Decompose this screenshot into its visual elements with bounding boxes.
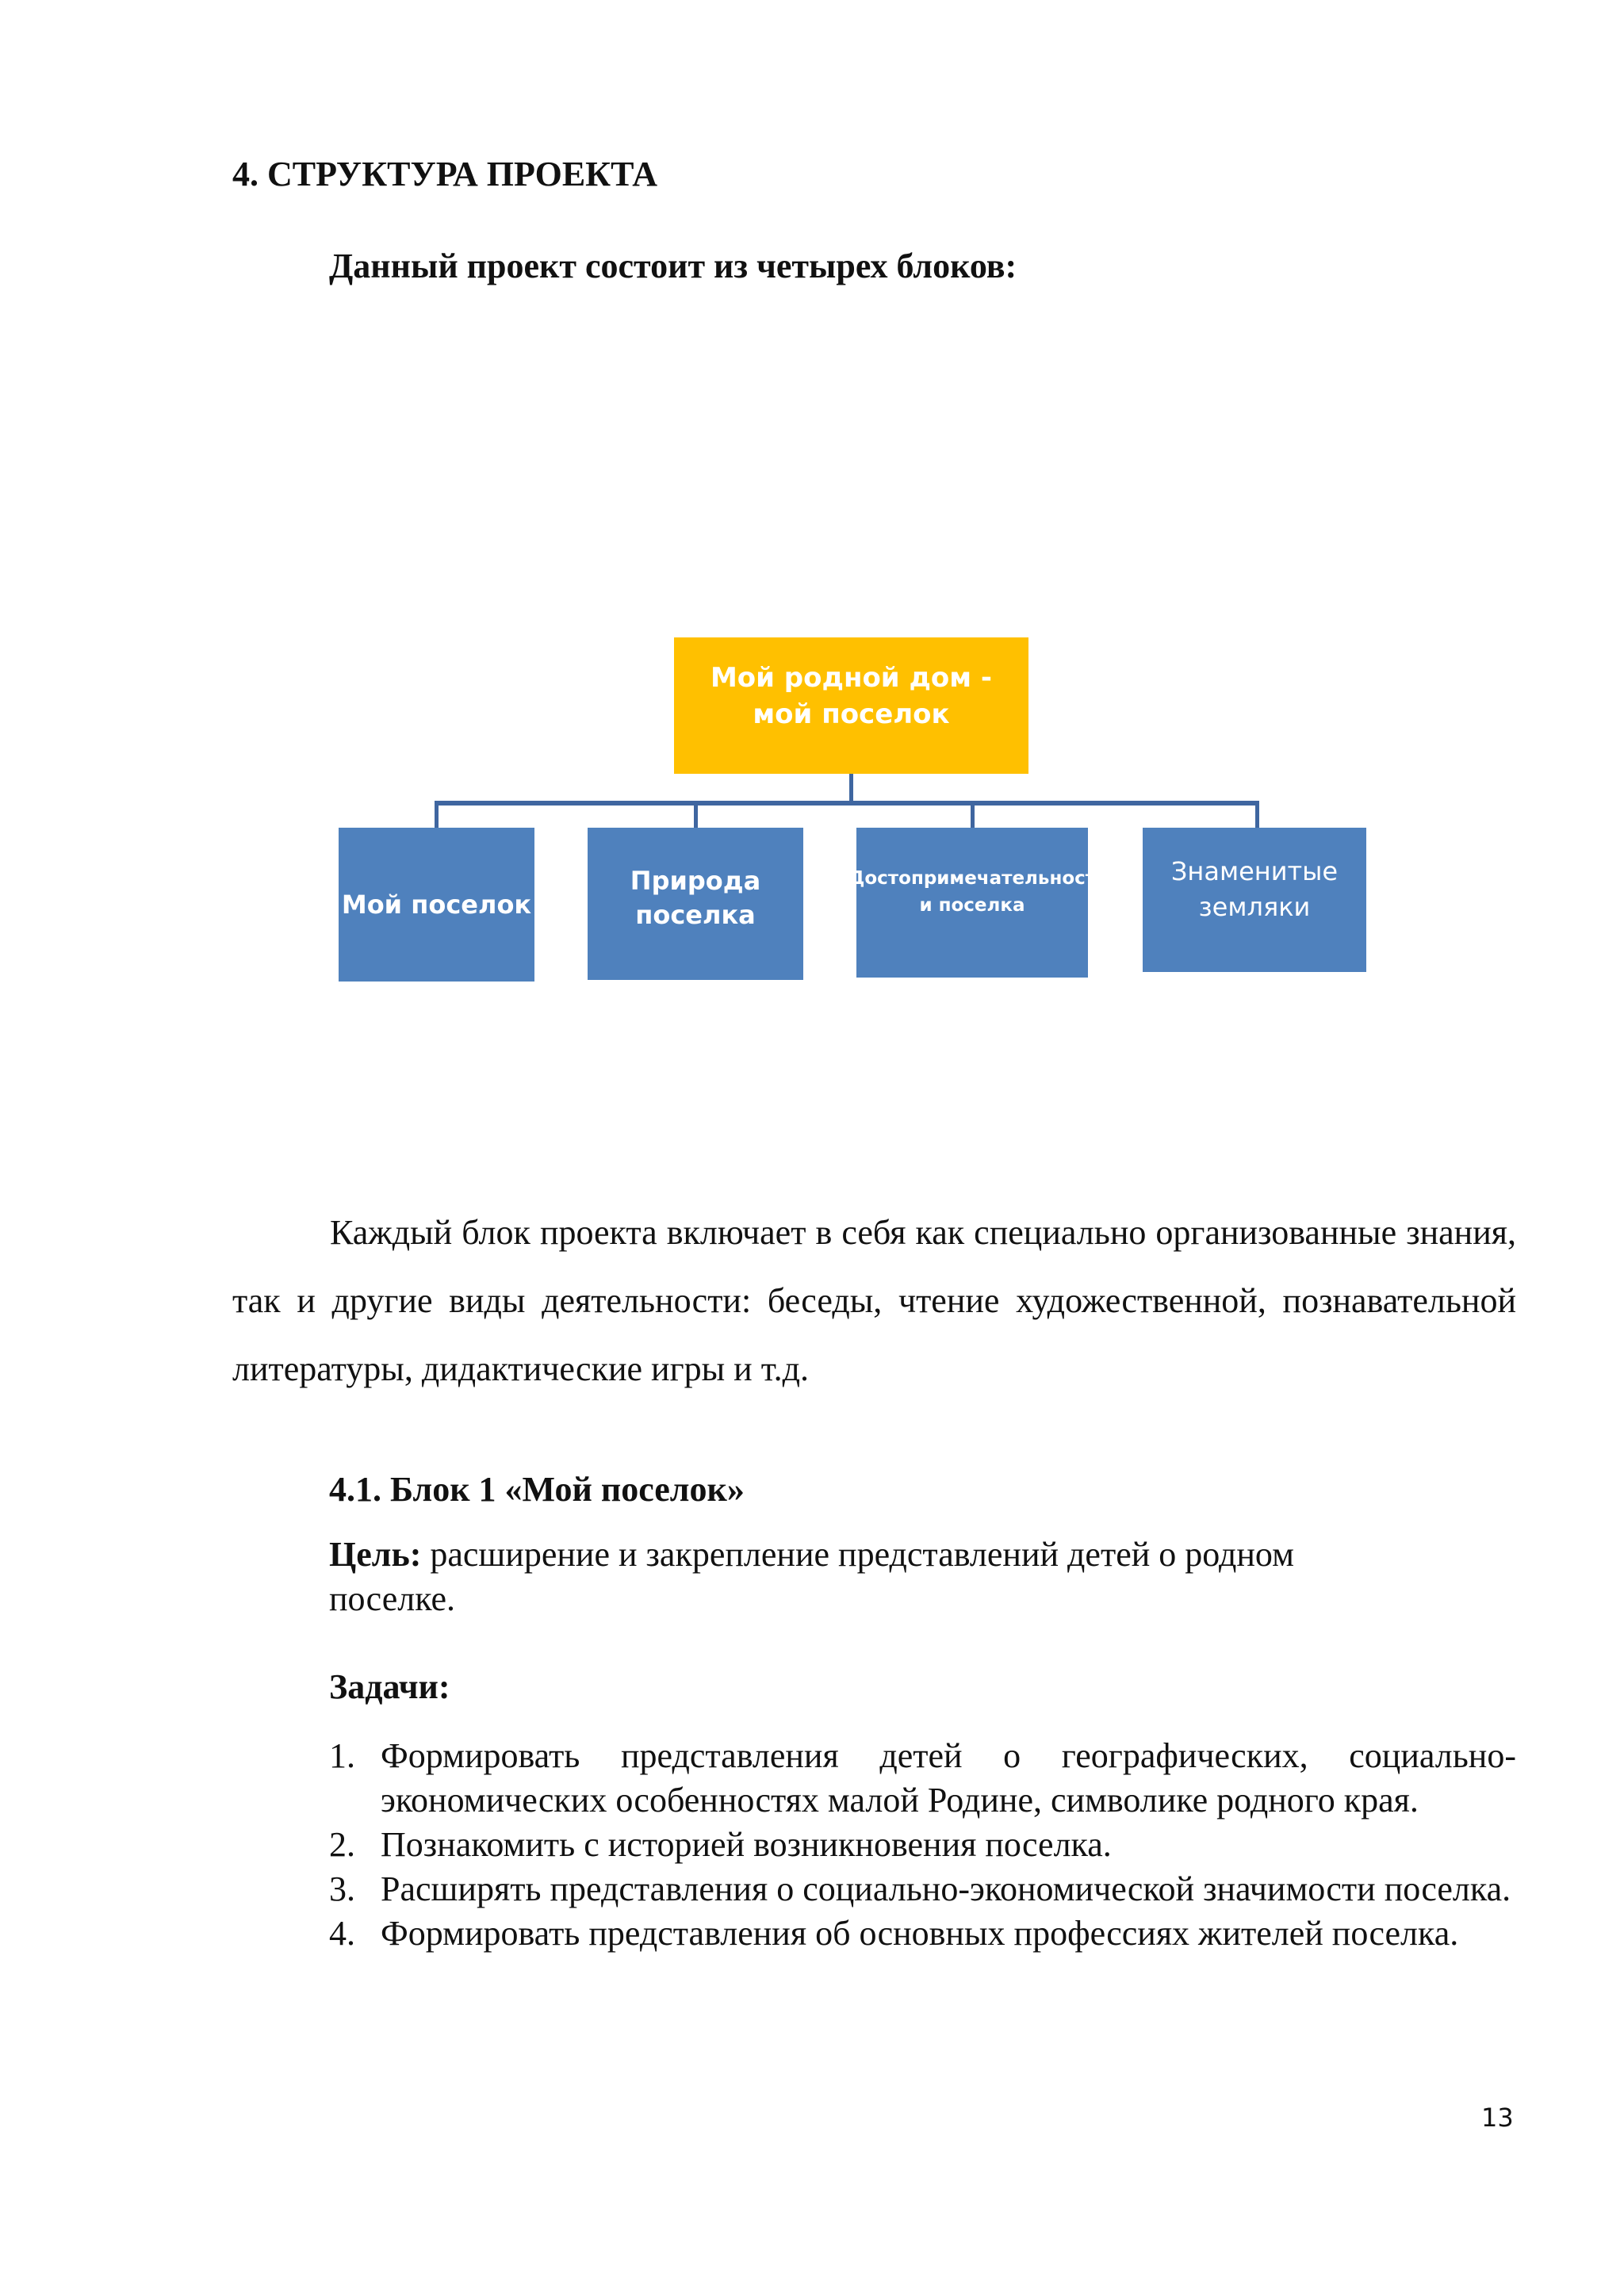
list-item-number: 1. bbox=[329, 1736, 355, 1775]
diagram-root-box: Мой родной дом - мой поселок bbox=[674, 637, 1028, 774]
list-item bbox=[329, 1867, 1516, 1911]
tasks-title: Задачи: bbox=[329, 1667, 450, 1706]
block1-goal bbox=[329, 1533, 1392, 1621]
connector-child-4 bbox=[1255, 801, 1259, 828]
connector-child-3 bbox=[971, 801, 975, 828]
page-number: 13 bbox=[1481, 2103, 1514, 2133]
connector-child-2 bbox=[694, 801, 698, 828]
connector-child-1 bbox=[435, 801, 439, 828]
diagram-child-box-1: Мой поселок bbox=[339, 828, 534, 982]
body-paragraph: Каждый блок проекта включает в себя как специально организованные знания, так и другие виды деятельности: беседы, чтение художественной, познавательной литературы, дидактические игры и т.д. bbox=[232, 1213, 1516, 1388]
list-item-text: Формировать представления об основных профессиях жителей поселка. bbox=[381, 1914, 1459, 1953]
goal-label: Цель: bbox=[329, 1535, 422, 1574]
list-item bbox=[329, 1734, 1516, 1823]
block1-title: 4.1. Блок 1 «Мой поселок» bbox=[329, 1470, 745, 1509]
diagram-child-box-4: Знаменитые земляки bbox=[1143, 828, 1366, 972]
intro-sentence: Данный проект состоит из четырех блоков: bbox=[329, 247, 1017, 285]
list-item-text: Познакомить с историей возникновения поселка. bbox=[381, 1825, 1112, 1864]
connector-root-stem bbox=[849, 774, 853, 802]
list-item-number: 2. bbox=[329, 1825, 355, 1864]
section-heading: 4. СТРУКТУРА ПРОЕКТА bbox=[232, 155, 658, 193]
list-item-text: Расширять представления о социально-экономической значимости поселка. bbox=[381, 1869, 1511, 1908]
tasks-list bbox=[329, 1734, 1516, 1956]
list-item-number: 4. bbox=[329, 1914, 355, 1953]
list-item-number: 3. bbox=[329, 1869, 355, 1908]
list-item-text: Формировать представления детей о географических, социально-экономических особенностях малой Родине, символике родного края. bbox=[381, 1736, 1516, 1820]
list-item bbox=[329, 1911, 1516, 1956]
diagram-child-box-3: Достопримечательност и поселка bbox=[856, 828, 1088, 978]
connector-horizontal bbox=[435, 801, 1259, 806]
list-item bbox=[329, 1823, 1516, 1867]
diagram-child-box-2: Природа поселка bbox=[588, 828, 803, 980]
goal-text: расширение и закрепление представлений детей о родном поселке. bbox=[329, 1535, 1294, 1618]
